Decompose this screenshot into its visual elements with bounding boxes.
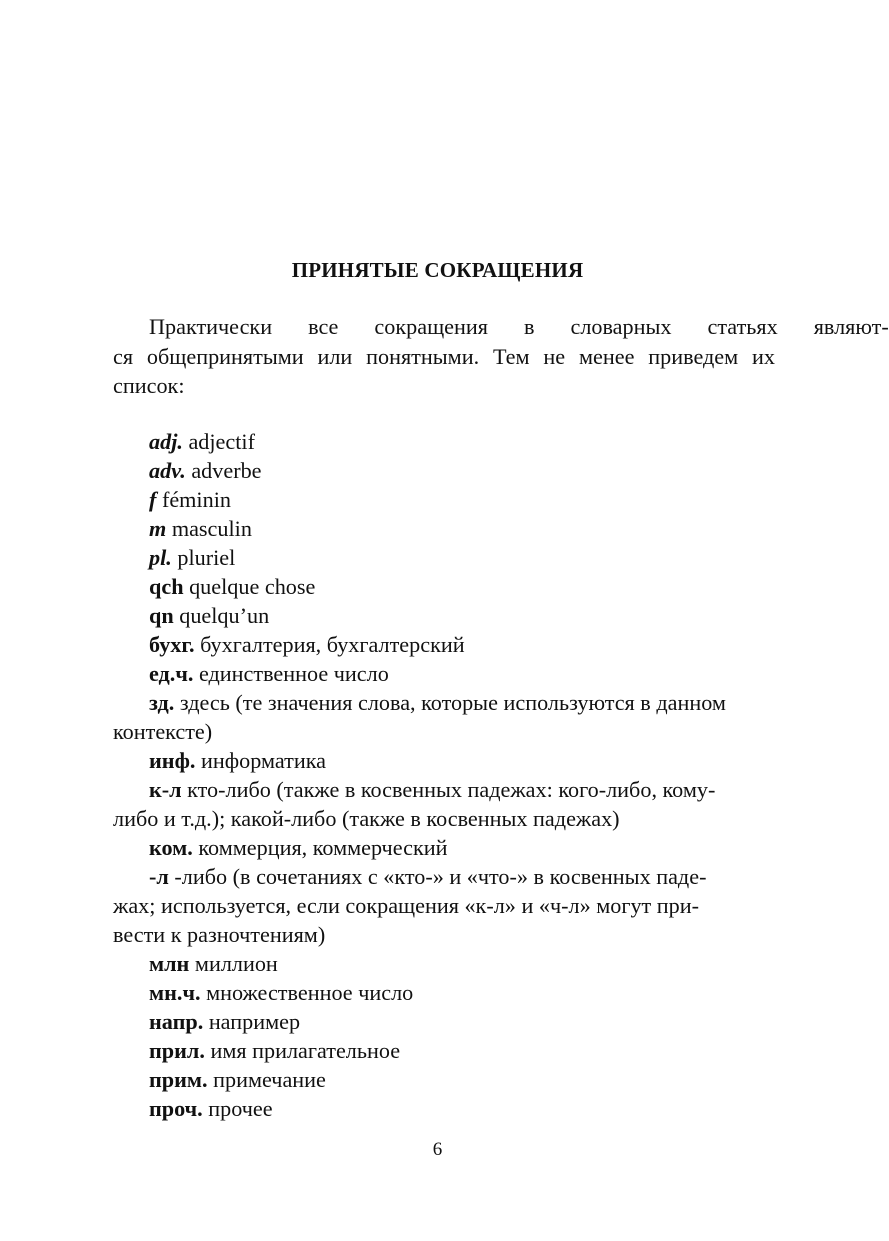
definition: pluriel [177, 545, 236, 570]
list-item [113, 1094, 775, 1123]
definition: -либо (в сочетаниях с «кто-» и «что-» в косвенных паде- [174, 864, 707, 889]
list-item [113, 862, 775, 949]
abbreviation: напр. [149, 1009, 204, 1034]
abbreviation: млн [149, 951, 190, 976]
definition: quelqu’un [179, 603, 270, 628]
abbreviation: adv. [149, 458, 186, 483]
definition: информатика [201, 748, 327, 773]
abbreviation: f [149, 487, 157, 512]
abbreviation: ед.ч. [149, 661, 194, 686]
list-item [113, 514, 775, 543]
list-item [113, 1007, 775, 1036]
abbreviation-list [113, 427, 775, 1123]
list-item [113, 572, 775, 601]
abbreviation: инф. [149, 748, 196, 773]
list-item [113, 978, 775, 1007]
definition: например [208, 1009, 301, 1034]
list-item [113, 1065, 775, 1094]
list-item [113, 601, 775, 630]
list-item [113, 949, 775, 978]
abbreviation: мн.ч. [149, 980, 201, 1005]
list-item [113, 833, 775, 862]
list-item [113, 456, 775, 485]
abbreviation: adj. [149, 429, 183, 454]
abbreviation: проч. [149, 1096, 203, 1121]
list-item [113, 659, 775, 688]
definition: féminin [161, 487, 231, 512]
definition-continuation: контексте) [113, 719, 213, 744]
definition: миллион [194, 951, 278, 976]
definition: quelque chose [189, 574, 316, 599]
definition-continuation: либо и т.д.); какой-либо (также в косвенных падежах) [113, 806, 620, 831]
definition: имя прилагательное [210, 1038, 401, 1063]
list-item [113, 1036, 775, 1065]
abbreviation: бухг. [149, 632, 195, 657]
intro-paragraph [113, 312, 889, 401]
definition: коммерция, коммерческий [198, 835, 448, 860]
definition: прочее [208, 1096, 273, 1121]
abbreviation: -л [149, 864, 169, 889]
abbreviation: qn [149, 603, 174, 628]
list-item [113, 485, 775, 514]
definition: adverbe [191, 458, 262, 483]
list-item [113, 775, 775, 833]
abbreviation: pl. [149, 545, 172, 570]
list-item [113, 427, 775, 456]
definition-continuation: жах; используется, если сокращения «к-л» и «ч-л» могут при- [113, 893, 700, 918]
abbreviation: прил. [149, 1038, 205, 1063]
abbreviation: прим. [149, 1067, 208, 1092]
abbreviation: ком. [149, 835, 193, 860]
definition: кто-либо (также в косвенных падежах: кого-либо, кому- [187, 777, 716, 802]
intro-line-3: список: [113, 373, 185, 398]
list-item [113, 688, 775, 746]
definition: masculin [171, 516, 252, 541]
intro-line-2: ся общепринятыми или понятными. Тем не менее приведем их [113, 343, 775, 369]
definition: множественное число [206, 980, 414, 1005]
definition-continuation: вести к разночтениям) [113, 922, 326, 947]
list-item [113, 543, 775, 572]
list-item [113, 630, 775, 659]
definition: бухгалтерия, бухгалтерский [200, 632, 465, 657]
intro-line-1: Практически все сокращения в словарных статьях являют- [149, 314, 889, 339]
definition: здесь (те значения слова, которые используются в данном [179, 690, 726, 715]
abbreviation: qch [149, 574, 184, 599]
definition: единственное число [198, 661, 389, 686]
definition: adjectif [188, 429, 255, 454]
page-title: ПРИНЯТЫЕ СОКРАЩЕНИЯ [291, 258, 584, 282]
abbreviation: зд. [149, 690, 175, 715]
abbreviation: m [149, 516, 167, 541]
definition: примечание [213, 1067, 326, 1092]
list-item [113, 746, 775, 775]
page-number: 6 [432, 1139, 443, 1160]
abbreviation: к-л [149, 777, 182, 802]
